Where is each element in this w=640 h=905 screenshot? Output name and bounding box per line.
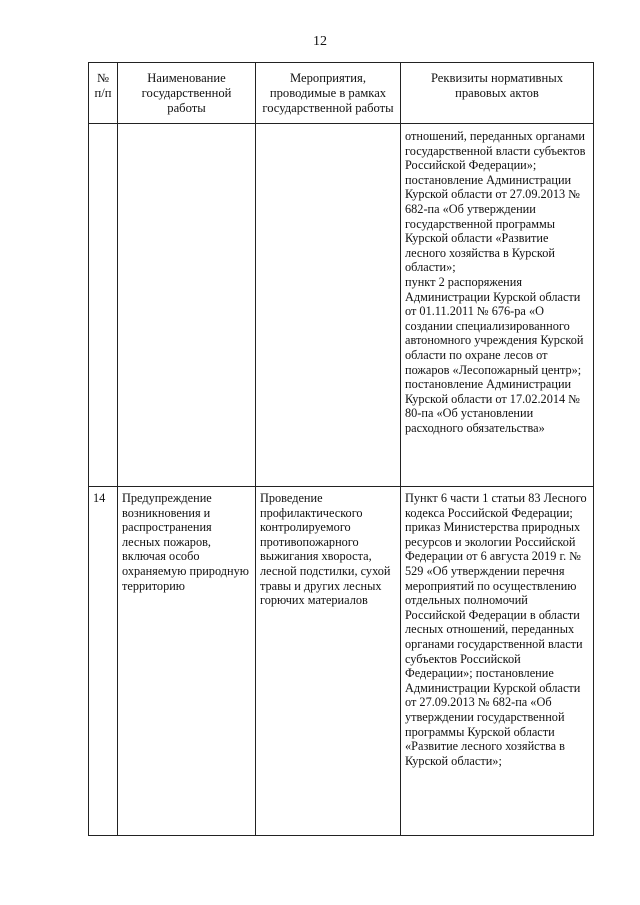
row-num: 14 [89, 487, 118, 836]
header-num: № п/п [89, 63, 118, 124]
legal-act-paragraph: приказ Министерства природных ресурсов и экологии Российской Федерации от 6 августа 2019 г. № 529 «Об утверждении перечня мероприятий по осуществлению отдельных полномочий Российской Федерации в области лесных отношений, переданных органами государственной власти субъектов Российской Федерации»; постановление Администрации Курской области от 27.09.2013 № 682-па «Об утверждении государственной программы Курской области «Развитие лесного хозяйства в Курской области»; [405, 520, 583, 768]
row-activities [256, 124, 401, 487]
table-row [89, 124, 594, 487]
legal-act-paragraph: отношений, переданных органами государственной власти субъектов Российской Федерации»; постановление Администрации Курской области от 27.09.2013 № 682-па «Об утверждении государственной программы Курской области «Развитие лесного хозяйства в Курской области»; [405, 129, 586, 275]
row-work-name: Предупреждение возникновения и распространения лесных пожаров, включая особо охраняемую природную территорию [118, 487, 256, 836]
legal-act-paragraph: пункт 2 распоряжения Администрации Курской области от 01.11.2011 № 676-ра «О создании специализированного автономного учреждения Курской области по охране лесов от пожаров «Лесопожарный центр»; постановление Администрации Курской области от 17.02.2014 № 80-па «Об установлении расходного обязательства» [405, 274, 584, 435]
page-number: 12 [313, 34, 327, 49]
row-num [89, 124, 118, 487]
row-work-name [118, 124, 256, 487]
row-legal-acts [401, 487, 594, 836]
works-table [88, 62, 594, 836]
legal-act-paragraph: Пункт 6 части 1 статьи 83 Лесного кодекса Российской Федерации; [405, 491, 587, 520]
header-work-name: Наименование государственной работы [118, 63, 256, 124]
table-row [89, 487, 594, 836]
row-legal-acts [401, 124, 594, 487]
row-activities: Проведение профилактического контролируемого противопожарного выжигания хвороста, лесной подстилки, сухой травы и других лесных горючих материалов [256, 487, 401, 836]
table-header-row [89, 63, 594, 124]
header-activities: Мероприятия, проводимые в рамках государственной работы [256, 63, 401, 124]
header-legal-acts: Реквизиты нормативных правовых актов [401, 63, 594, 124]
